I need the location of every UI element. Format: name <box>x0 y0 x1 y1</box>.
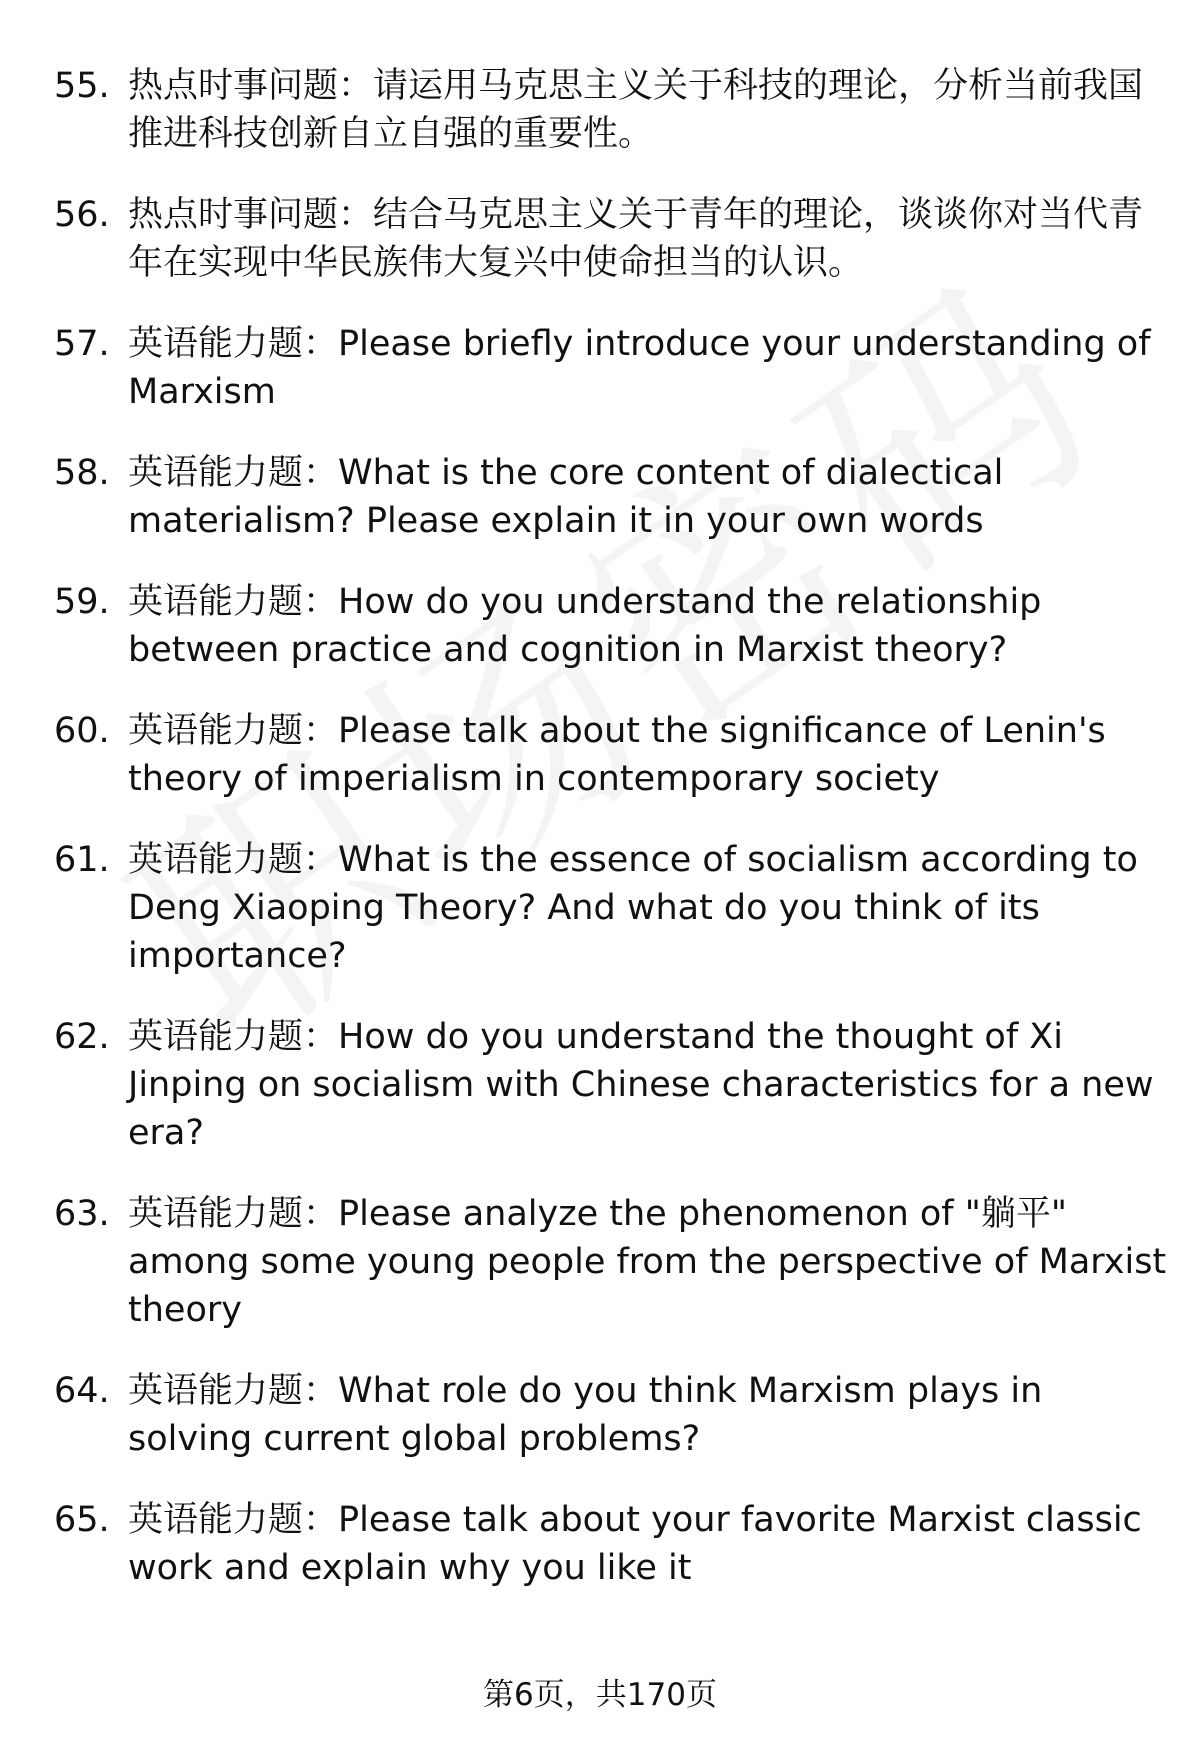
question-text: 英语能力题：Please briefly introduce your understanding of Marxism <box>128 324 1151 412</box>
question-item <box>0 320 1200 416</box>
question-item <box>0 578 1200 674</box>
question-item <box>0 191 1200 287</box>
question-text: 热点时事问题：请运用马克思主义关于科技的理论，分析当前我国推进科技创新自立自强的重要性。 <box>128 66 1144 154</box>
question-number: 57. <box>54 324 110 364</box>
question-number: 63. <box>54 1194 110 1234</box>
question-list <box>0 62 1200 1625</box>
page-footer: 第6页，共170页 <box>483 1677 717 1713</box>
question-item <box>0 62 1200 158</box>
question-item <box>0 1367 1200 1463</box>
question-number: 60. <box>54 711 110 751</box>
question-text: 英语能力题：Please talk about the significance of Lenin's theory of imperialism in contemporary society <box>128 711 1106 799</box>
question-number: 58. <box>54 453 110 493</box>
question-text: 英语能力题：How do you understand the relationship between practice and cognition in Marxist theory? <box>128 582 1042 670</box>
question-item <box>0 449 1200 545</box>
question-item <box>0 1013 1200 1157</box>
question-number: 56. <box>54 195 110 235</box>
question-number: 55. <box>54 66 110 106</box>
question-text: 英语能力题：How do you understand the thought of Xi Jinping on socialism with Chinese characteristics for a new era? <box>128 1017 1154 1153</box>
question-text: 英语能力题：Please talk about your favorite Marxist classic work and explain why you like it <box>128 1500 1142 1588</box>
question-number: 59. <box>54 582 110 622</box>
question-text: 英语能力题：What role do you think Marxism plays in solving current global problems? <box>128 1371 1043 1459</box>
question-number: 61. <box>54 840 110 880</box>
question-text: 英语能力题：Please analyze the phenomenon of "躺平" among some young people from the perspective of Marxist theory <box>128 1194 1167 1330</box>
question-item <box>0 1496 1200 1592</box>
question-text: 英语能力题：What is the core content of dialectical materialism? Please explain it in your own words <box>128 453 1004 541</box>
question-text: 热点时事问题：结合马克思主义关于青年的理论，谈谈你对当代青年在实现中华民族伟大复兴中使命担当的认识。 <box>128 195 1144 283</box>
question-number: 65. <box>54 1500 110 1540</box>
question-item <box>0 1190 1200 1334</box>
question-number: 62. <box>54 1017 110 1057</box>
question-text: 英语能力题：What is the essence of socialism according to Deng Xiaoping Theory? And what do you think of its importance? <box>128 840 1138 976</box>
question-item <box>0 836 1200 980</box>
question-number: 64. <box>54 1371 110 1411</box>
question-item <box>0 707 1200 803</box>
